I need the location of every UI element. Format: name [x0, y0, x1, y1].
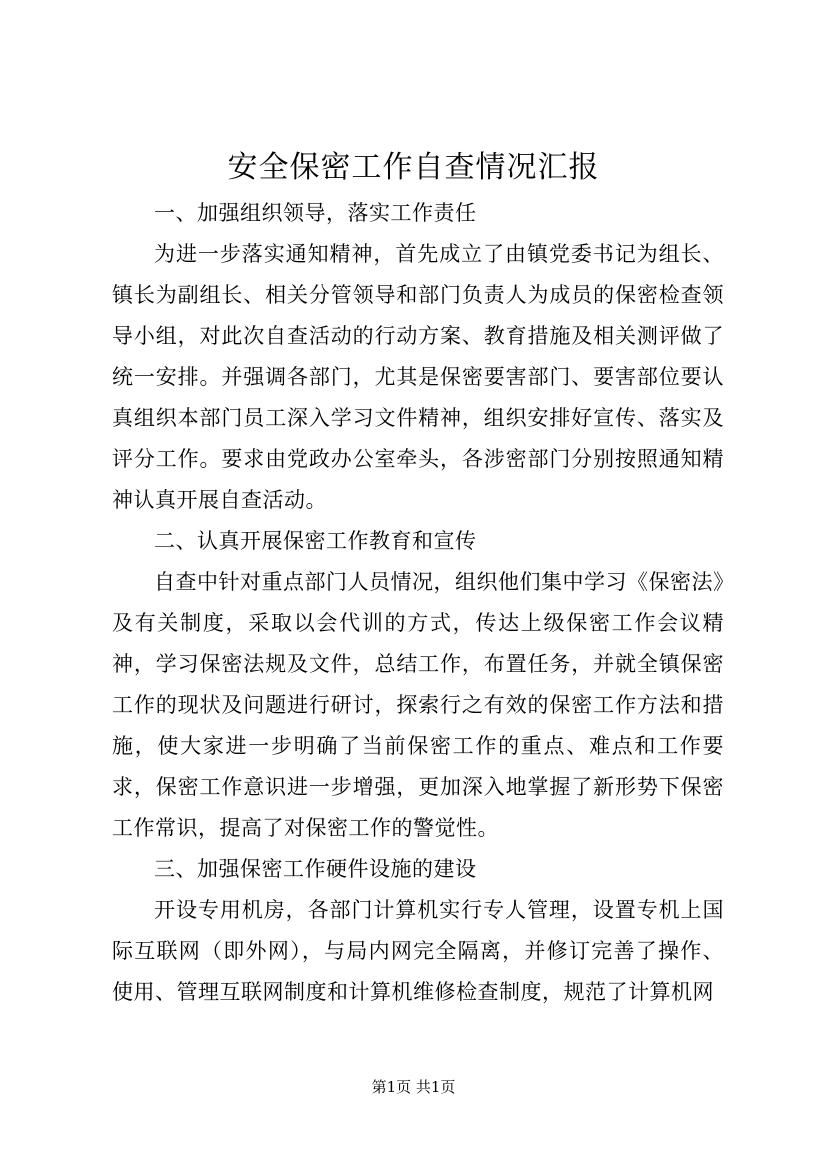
section-paragraph-1: 为进一步落实通知精神，首先成立了由镇党委书记为组长、镇长为副组长、相关分管领导和部门负责人为成员的保密检查领导小组，对此次自查活动的行动方案、教育措施及相关测评做了统一安排。并强调各部门，尤其是保密要害部门、要害部位要认真组织本部门员工深入学习文件精神，组织安排好宣传、落实及评分工作。要求由党政办公室牵头，各涉密部门分别按照通知精神认真开展自查活动。 — [112, 242, 724, 512]
section-heading-1: 一、加强组织领导，落实工作责任 — [154, 201, 477, 225]
section-paragraph-3: 开设专用机房，各部门计算机实行专人管理，设置专机上国际互联网（即外网），与局内网完全隔离，并修订完善了操作、使用、管理互联网制度和计算机维修检查制度，规范了计算机网 — [112, 898, 724, 1004]
section-paragraph-2: 自查中针对重点部门人员情况，组织他们集中学习《保密法》及有关制度，采取以会代训的方式，传达上级保密工作会议精神，学习保密法规及文件，总结工作，布置任务，并就全镇保密工作的现状及问题进行研讨，探索行之有效的保密工作方法和措施，使大家进一步明确了当前保密工作的重点、难点和工作要求，保密工作意识进一步增强，更加深入地掌握了新形势下保密工作常识，提高了对保密工作的警觉性。 — [112, 570, 724, 840]
section-heading-3: 三、加强保密工作硬件设施的建设 — [154, 857, 477, 881]
document-title: 安全保密工作自查情况汇报 — [227, 150, 600, 185]
document-body — [112, 193, 724, 1013]
section-heading-2: 二、认真开展保密工作教育和宣传 — [154, 529, 477, 553]
page-footer: 第1页 共1页 — [371, 1078, 456, 1096]
